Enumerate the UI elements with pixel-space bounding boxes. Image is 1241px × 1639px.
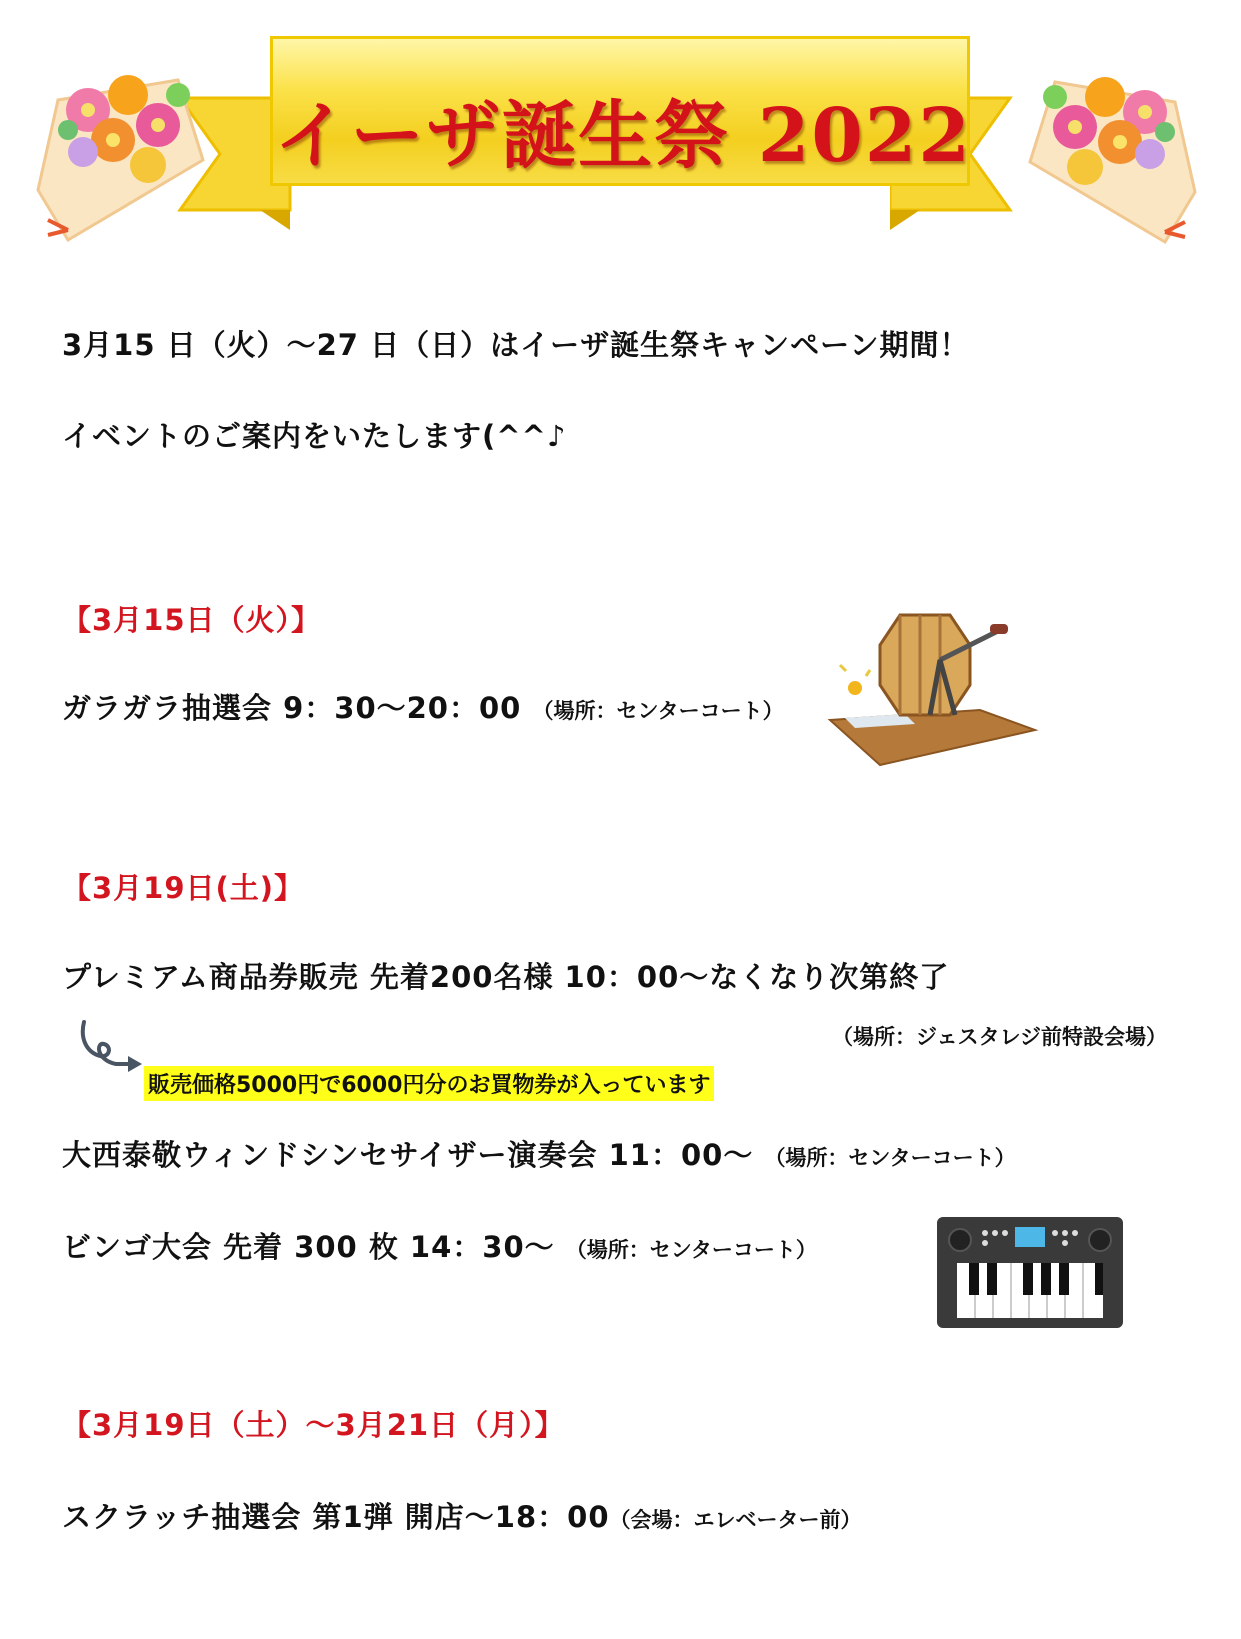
event-note: 販売価格5000円で6000円分のお買物券が入っています bbox=[144, 1066, 714, 1101]
curly-arrow-icon bbox=[76, 1018, 146, 1080]
intro-campaign-period: 3月15 日（火）～27 日（日）はイーザ誕生祭キャンペーン期間！ bbox=[62, 328, 970, 362]
banner-panel bbox=[270, 36, 970, 186]
section-heading: 【3月15日（火）】 bbox=[62, 603, 322, 637]
flower-bouquet-icon bbox=[28, 40, 228, 255]
event-bingo bbox=[62, 1225, 817, 1266]
event-lottery bbox=[62, 686, 784, 727]
title-banner bbox=[160, 30, 1080, 240]
event-concert bbox=[62, 1133, 1016, 1174]
event-venue: （場所：ジェスタレジ前特設会場） bbox=[832, 1025, 1168, 1049]
lottery-drum-icon bbox=[820, 600, 1045, 770]
event-venue: （場所：センターコート） bbox=[565, 1238, 817, 1262]
synthesizer-keyboard-icon bbox=[935, 1215, 1125, 1330]
section-heading: 【3月19日(土)】 bbox=[62, 871, 305, 905]
event-venue: （場所：センターコート） bbox=[532, 699, 784, 723]
event-venue: （会場：エレベーター前） bbox=[609, 1508, 862, 1532]
event-title: 大西泰敬ウィンドシンセサイザー演奏会 11：00～ bbox=[62, 1138, 754, 1172]
flower-bouquet-icon bbox=[1005, 42, 1205, 257]
event-title: スクラッチ抽選会 第1弾 開店～18：00 bbox=[62, 1500, 610, 1534]
event-title: プレミアム商品券販売 先着200名様 10：00～なくなり次第終了 bbox=[62, 960, 950, 994]
event-scratch-lottery bbox=[62, 1495, 862, 1536]
event-title: ビンゴ大会 先着 300 枚 14：30～ bbox=[62, 1230, 555, 1264]
event-title: ガラガラ抽選会 9：30～20：00 bbox=[62, 691, 522, 725]
page-title: イーザ誕生祭 2022 bbox=[274, 93, 972, 179]
section-heading: 【3月19日（土）～3月21日（月）】 bbox=[62, 1408, 565, 1442]
event-venue: （場所：センターコート） bbox=[764, 1146, 1016, 1170]
intro-message: イベントのご案内をいたします(^^♪ bbox=[62, 419, 567, 453]
